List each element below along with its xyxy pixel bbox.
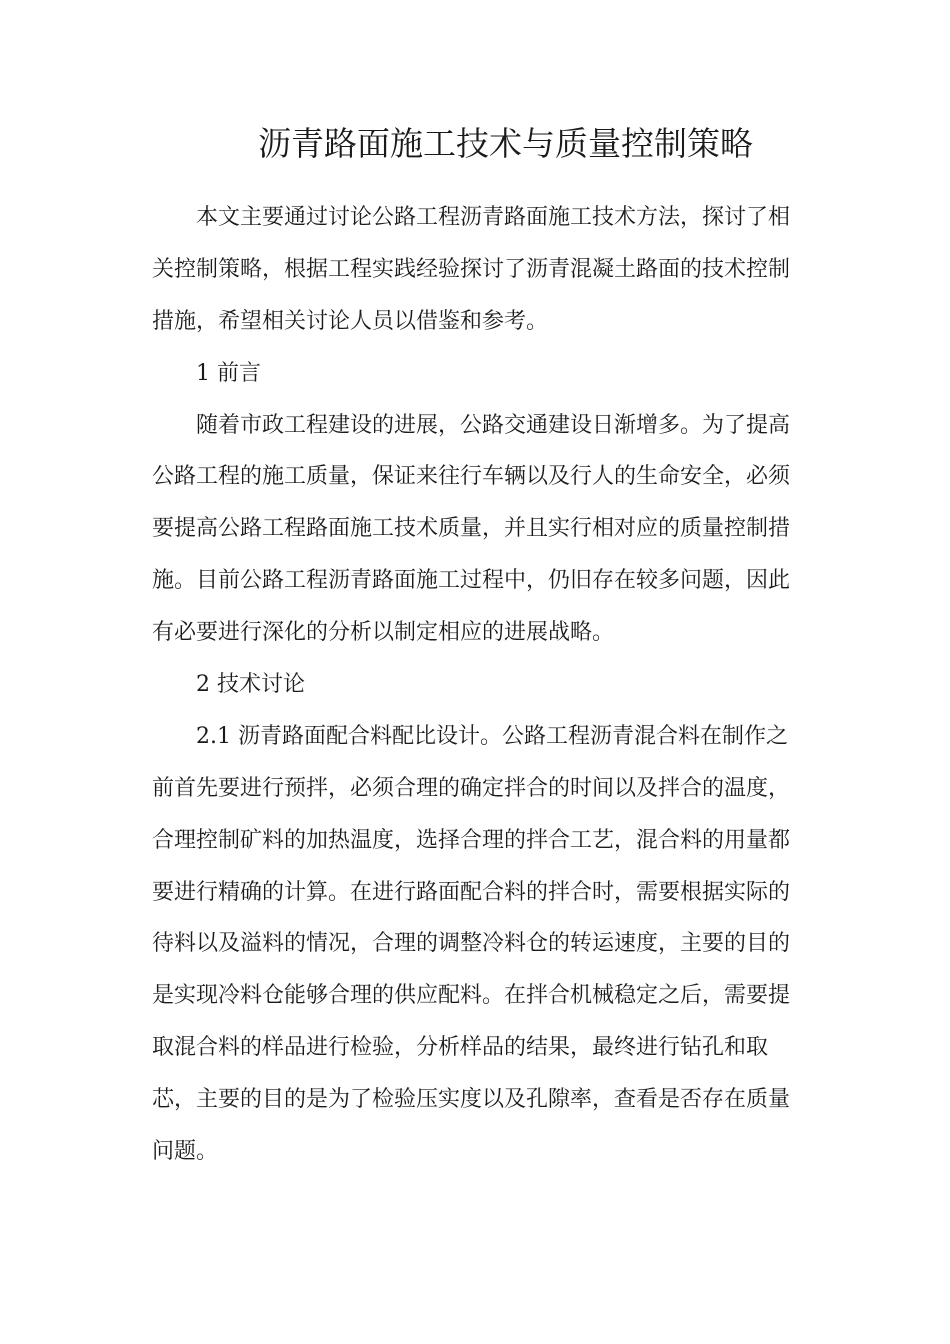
document-body: [152, 192, 802, 1178]
text-line: 措施，希望相关讨论人员以借鉴和参考。: [152, 308, 549, 334]
text-line: 随着市政工程建设的进展，公路交通建设日渐增多。为了提高: [196, 412, 791, 438]
text-line: 有必要进行深化的分析以制定相应的进展战略。: [152, 620, 615, 646]
text-line: 芯，主要的目的是为了检验压实度以及孔隙率，查看是否存在质量: [152, 1087, 791, 1113]
text-line: 本文主要通过讨论公路工程沥青路面施工技术方法，探讨了相: [196, 205, 791, 230]
text-line: 要进行精确的计算。在进行路面配合料的拌合时，需要根据实际的: [152, 879, 791, 905]
text-line: 施。目前公路工程沥青路面施工过程中，仍旧存在较多问题，因此: [152, 568, 791, 594]
text-line: 合理控制矿料的加热温度，选择合理的拌合工艺，混合料的用量都: [152, 827, 791, 853]
text-line: 2 技术讨论: [196, 672, 305, 698]
text-line: 公路工程的施工质量，保证来往行车辆以及行人的生命安全，必须: [152, 464, 791, 490]
document-title: 沥青路面施工技术与质量控制策略: [258, 124, 753, 163]
text-line: 是实现冷料仓能够合理的供应配料。在拌合机械稳定之后，需要提: [152, 983, 791, 1009]
text-line: 前首先要进行预拌，必须合理的确定拌合的时间以及拌合的温度，: [152, 775, 791, 801]
text-line: 待料以及溢料的情况，合理的调整冷料仓的转运速度，主要的目的: [152, 931, 791, 957]
text-line: 2.1 沥青路面配合料配比设计。公路工程沥青混合料在制作之: [196, 723, 788, 749]
text-line: 问题。: [152, 1139, 219, 1165]
text-line: 取混合料的样品进行检验，分析样品的结果，最终进行钻孔和取: [152, 1035, 769, 1061]
text-line: 要提高公路工程路面施工技术质量，并且实行相对应的质量控制措: [152, 516, 791, 542]
text-line: 1 前言: [196, 360, 261, 386]
text-line: 关控制策略，根据工程实践经验探讨了沥青混凝土路面的技术控制: [152, 256, 791, 282]
